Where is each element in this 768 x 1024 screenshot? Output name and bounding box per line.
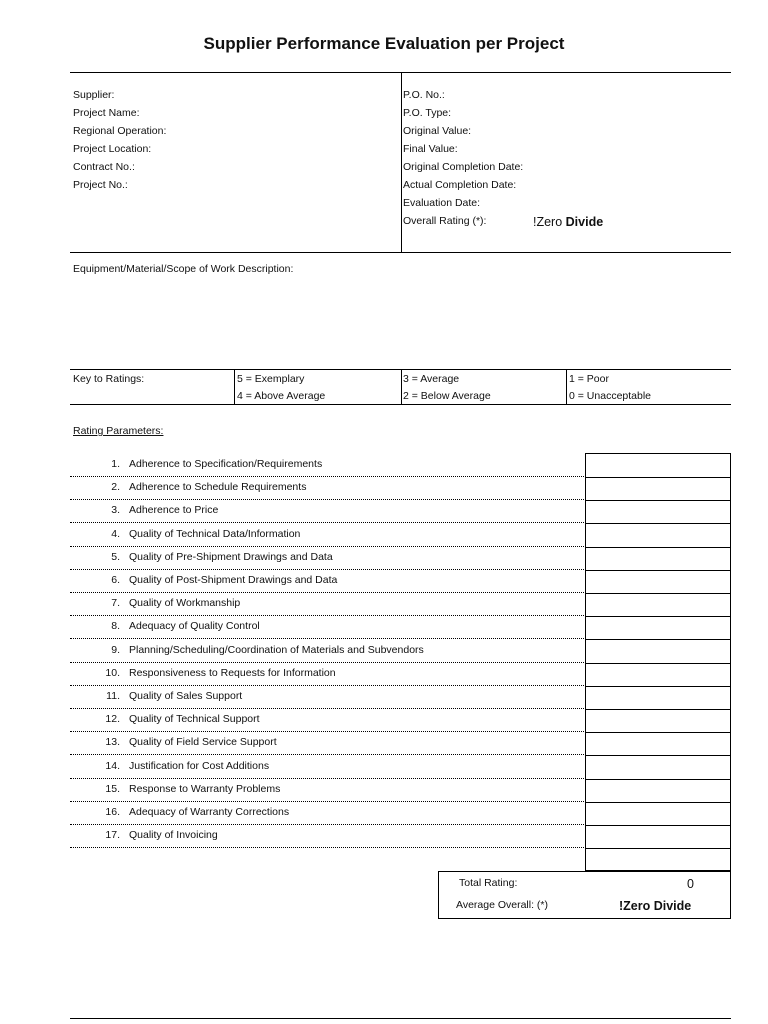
parameter-number: 12. <box>105 713 120 726</box>
parameter-number: 11. <box>106 690 120 702</box>
score-cell[interactable] <box>586 547 730 571</box>
overall-rating-part1: !Zero <box>533 215 566 229</box>
overall-rating-value <box>533 215 603 229</box>
parameter-label: Justification for Cost Additions <box>129 759 270 772</box>
parameter-number: 16. <box>105 806 120 818</box>
score-cell[interactable] <box>586 779 730 803</box>
parameter-row <box>70 662 584 686</box>
parameter-row <box>70 615 584 639</box>
score-cell[interactable] <box>586 640 730 664</box>
parameter-row <box>70 499 584 523</box>
parameter-label: Responsiveness to Requests for Information <box>129 666 336 679</box>
parameter-row <box>70 546 584 570</box>
parameter-number: 5. <box>111 550 120 563</box>
parameter-label: Quality of Invoicing <box>129 829 218 842</box>
score-column <box>585 453 731 871</box>
parameter-label: Adequacy of Quality Control <box>129 620 260 633</box>
key-col-3 <box>569 371 651 405</box>
score-cell[interactable] <box>586 454 730 478</box>
key-divider-1 <box>234 370 235 404</box>
field-label: Final Value: <box>403 143 458 155</box>
parameter-label: Adherence to Price <box>129 504 219 517</box>
field-label: Project Name: <box>73 107 140 119</box>
key-entry: 1 = Poor <box>569 373 609 385</box>
key-divider-2 <box>401 370 402 404</box>
parameter-row <box>70 523 584 547</box>
field-label: Evaluation Date: <box>403 197 481 209</box>
score-cell[interactable] <box>586 616 730 640</box>
parameter-label: Adequacy of Warranty Corrections <box>129 806 290 818</box>
field-label: P.O. Type: <box>403 107 452 119</box>
parameter-row <box>70 476 584 500</box>
parameter-number: 1. <box>111 458 120 470</box>
parameter-number: 14. <box>105 759 120 772</box>
key-label: Key to Ratings: <box>73 373 145 385</box>
description-label: Equipment/Material/Scope of Work Description: <box>73 263 294 275</box>
parameter-number: 15. <box>105 782 120 795</box>
header-divider <box>401 73 402 252</box>
key-entry: 0 = Unacceptable <box>569 390 652 402</box>
header-bottom-rule <box>70 252 731 253</box>
score-cell[interactable] <box>586 524 730 548</box>
field-label: Overall Rating (*): <box>403 215 487 227</box>
field-label: Original Value: <box>403 125 472 137</box>
score-cell[interactable] <box>586 570 730 594</box>
parameter-row <box>70 569 584 593</box>
field-label: Supplier: <box>73 89 115 101</box>
key-col-2 <box>403 371 491 405</box>
parameter-number: 10. <box>105 666 120 679</box>
parameter-number: 7. <box>111 597 120 610</box>
score-cell[interactable] <box>586 732 730 756</box>
rating-parameters-label: Rating Parameters: <box>73 425 164 437</box>
field-label: Actual Completion Date: <box>403 179 517 191</box>
key-col-1 <box>237 371 325 405</box>
key-entry: 5 = Exemplary <box>237 373 305 385</box>
total-rating-label: Total Rating: <box>459 877 518 889</box>
score-cell[interactable] <box>586 825 730 849</box>
score-cell[interactable] <box>586 477 730 501</box>
field-label: Project No.: <box>73 179 128 191</box>
parameter-label: Quality of Technical Support <box>129 713 260 726</box>
score-cell[interactable] <box>586 709 730 733</box>
parameter-label: Planning/Scheduling/Coordination of Materials and Subvendors <box>129 643 424 656</box>
parameter-number: 13. <box>105 736 120 749</box>
parameter-label: Quality of Technical Data/Information <box>129 527 301 540</box>
parameter-row <box>70 592 584 616</box>
parameter-number: 6. <box>111 574 120 586</box>
field-label: Original Completion Date: <box>403 161 524 173</box>
parameter-row <box>70 685 584 709</box>
parameter-number: 4. <box>111 527 120 540</box>
score-cell[interactable] <box>586 593 730 617</box>
average-overall-value: !Zero Divide <box>619 899 692 913</box>
totals-box <box>438 871 731 919</box>
field-label: P.O. No.: <box>403 89 445 101</box>
parameter-row <box>70 453 584 477</box>
right-info-fields <box>403 86 523 230</box>
parameter-row <box>70 824 584 848</box>
score-cell[interactable] <box>586 686 730 710</box>
parameter-label: Quality of Field Service Support <box>129 736 277 749</box>
parameter-number: 17. <box>105 829 120 842</box>
overall-rating-part2: Divide <box>565 215 604 229</box>
parameter-label: Quality of Workmanship <box>129 597 241 610</box>
score-cell[interactable] <box>586 802 730 826</box>
field-label: Regional Operation: <box>73 125 167 137</box>
parameter-row <box>70 755 584 779</box>
parameter-label: Adherence to Specification/Requirements <box>129 458 323 470</box>
parameter-label: Quality of Sales Support <box>129 690 243 702</box>
score-cell[interactable] <box>586 500 730 524</box>
left-info-fields <box>73 86 166 194</box>
parameter-row <box>70 639 584 663</box>
key-entry: 3 = Average <box>403 373 460 385</box>
key-entry: 4 = Above Average <box>237 390 326 402</box>
parameter-number: 8. <box>111 620 120 633</box>
parameter-row <box>70 708 584 732</box>
page-title: Supplier Performance Evaluation per Project <box>203 34 565 53</box>
field-label: Contract No.: <box>73 161 135 173</box>
parameter-number: 2. <box>111 481 120 494</box>
score-cell[interactable] <box>586 756 730 780</box>
total-rating-value[interactable]: 0 <box>687 877 694 891</box>
field-label: Project Location: <box>73 143 152 155</box>
parameter-label: Adherence to Schedule Requirements <box>129 481 307 494</box>
parameter-label: Quality of Pre-Shipment Drawings and Data <box>129 550 333 563</box>
parameter-number: 3. <box>111 504 120 517</box>
key-entry: 2 = Below Average <box>403 390 491 402</box>
parameter-number: 9. <box>111 643 120 656</box>
score-cell[interactable] <box>586 663 730 687</box>
footer-rule <box>70 1018 731 1019</box>
parameter-label: Response to Warranty Problems <box>129 782 281 795</box>
parameter-label: Quality of Post-Shipment Drawings and Data <box>129 574 338 586</box>
key-divider-3 <box>566 370 567 404</box>
parameter-row <box>70 801 584 825</box>
average-overall-label: Average Overall: (*) <box>456 899 549 911</box>
parameter-row <box>70 778 584 802</box>
parameter-row <box>70 731 584 755</box>
